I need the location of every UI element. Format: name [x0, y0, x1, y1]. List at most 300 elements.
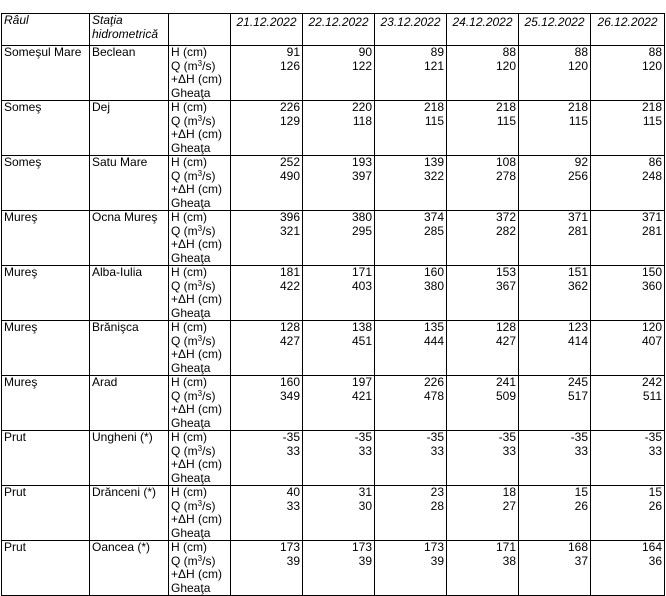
river-cell: Prut	[2, 541, 90, 596]
param-h-label: H (cm)	[171, 540, 207, 554]
value-cell	[231, 486, 303, 541]
q-value: 490	[279, 168, 300, 183]
table-row	[2, 211, 665, 266]
q-value: 33	[430, 443, 444, 458]
table-row	[2, 321, 665, 376]
river-cell: Mureş	[2, 211, 90, 266]
param-h-label: H (cm)	[171, 100, 207, 114]
param-ice-label: Gheaţa	[171, 360, 211, 375]
q-value: 120	[495, 58, 516, 73]
value-cell	[447, 321, 519, 376]
value-cell	[375, 46, 447, 101]
header-param	[169, 14, 231, 46]
q-value: 349	[279, 388, 300, 403]
value-cell	[231, 46, 303, 101]
h-value: 31	[358, 485, 372, 499]
header-row	[2, 14, 665, 46]
table-row	[2, 156, 665, 211]
river-cell: Mureş	[2, 376, 90, 431]
header-date: 21.12.2022	[231, 14, 303, 46]
value-cell	[231, 156, 303, 211]
q-value: 33	[648, 443, 662, 458]
param-ice-label: Gheaţa	[171, 305, 211, 320]
param-h-label: H (cm)	[171, 320, 207, 334]
param-ice-label: Gheaţa	[171, 195, 211, 210]
header-station	[90, 14, 169, 46]
param-q-sup: 3	[197, 498, 203, 508]
q-value: 39	[430, 553, 444, 568]
h-value: 374	[423, 210, 444, 224]
value-cell	[519, 266, 591, 321]
h-value: 90	[358, 45, 372, 59]
q-value: 26	[648, 498, 662, 513]
param-q-sup: 3	[197, 58, 203, 68]
h-value: 371	[567, 210, 588, 224]
h-value: 108	[495, 155, 516, 169]
header-date: 22.12.2022	[303, 14, 375, 46]
param-q-label	[171, 555, 228, 569]
value-cell	[591, 211, 665, 266]
param-dh-label: +ΔH (cm)	[171, 237, 223, 251]
value-cell	[375, 266, 447, 321]
param-q-sup: 3	[197, 223, 203, 233]
value-cell	[231, 266, 303, 321]
q-value: 282	[495, 223, 516, 238]
value-cell	[375, 101, 447, 156]
h-value: -35	[426, 430, 444, 444]
value-cell	[447, 266, 519, 321]
value-cell	[447, 541, 519, 596]
param-cell	[169, 376, 231, 431]
q-value: 380	[423, 278, 444, 293]
param-q-prefix: Q (m	[171, 553, 198, 568]
station-cell: Ungheni (*)	[90, 431, 169, 486]
value-cell	[519, 431, 591, 486]
q-value: 37	[574, 553, 588, 568]
param-dh-label: +ΔH (cm)	[171, 402, 223, 416]
param-q-suffix: /s)	[202, 388, 216, 403]
h-value: 226	[279, 100, 300, 114]
param-cell	[169, 156, 231, 211]
q-value: 129	[279, 113, 300, 128]
param-q-label	[171, 445, 228, 459]
value-cell	[231, 376, 303, 431]
param-q-label	[171, 390, 228, 404]
q-value: 367	[495, 278, 516, 293]
q-value: 414	[567, 333, 588, 348]
q-value: 122	[351, 58, 372, 73]
h-value: 173	[351, 540, 372, 554]
value-cell	[303, 431, 375, 486]
value-cell	[303, 376, 375, 431]
q-value: 27	[502, 498, 516, 513]
value-cell	[231, 541, 303, 596]
value-cell	[591, 156, 665, 211]
h-value: 197	[351, 375, 372, 389]
param-dh-label: +ΔH (cm)	[171, 347, 223, 361]
value-cell	[519, 486, 591, 541]
h-value: 171	[495, 540, 516, 554]
h-value: 372	[495, 210, 516, 224]
station-cell: Beclean	[90, 46, 169, 101]
q-value: 115	[568, 113, 588, 128]
h-value: 181	[279, 265, 300, 279]
value-cell	[375, 431, 447, 486]
param-q-label	[171, 60, 228, 74]
station-cell: Brănişca	[90, 321, 169, 376]
param-dh-label: +ΔH (cm)	[171, 512, 223, 526]
header-date: 26.12.2022	[591, 14, 665, 46]
h-value: 245	[567, 375, 588, 389]
h-value: -35	[354, 430, 372, 444]
h-value: 173	[423, 540, 444, 554]
h-value: 220	[351, 100, 372, 114]
value-cell	[519, 211, 591, 266]
q-value: 362	[567, 278, 588, 293]
param-h-label: H (cm)	[171, 485, 207, 499]
param-q-prefix: Q (m	[171, 278, 198, 293]
station-cell: Alba-Iulia	[90, 266, 169, 321]
value-cell	[447, 46, 519, 101]
h-value: 88	[574, 45, 588, 59]
q-value: 422	[279, 278, 300, 293]
value-cell	[591, 46, 665, 101]
q-value: 30	[358, 498, 372, 513]
value-cell	[375, 156, 447, 211]
table-row	[2, 46, 665, 101]
value-cell	[231, 321, 303, 376]
h-value: 171	[351, 265, 372, 279]
q-value: 444	[423, 333, 444, 348]
header-station-line2: hidrometrică	[92, 26, 159, 41]
q-value: 403	[351, 278, 372, 293]
q-value: 115	[642, 113, 662, 128]
param-q-sup: 3	[197, 278, 203, 288]
h-value: 242	[641, 375, 662, 389]
value-cell	[231, 211, 303, 266]
h-value: 164	[641, 540, 662, 554]
river-cell: Someşul Mare	[2, 46, 90, 101]
value-cell	[303, 156, 375, 211]
hydro-table	[1, 13, 665, 596]
value-cell	[375, 321, 447, 376]
q-value: 36	[648, 553, 662, 568]
param-ice-label: Gheaţa	[171, 415, 211, 430]
h-value: 92	[574, 155, 588, 169]
station-cell: Satu Mare	[90, 156, 169, 211]
q-value: 517	[567, 388, 588, 403]
q-value: 285	[423, 223, 444, 238]
value-cell	[447, 486, 519, 541]
value-cell	[231, 431, 303, 486]
q-value: 39	[286, 553, 300, 568]
q-value: 118	[352, 113, 372, 128]
h-value: 150	[641, 265, 662, 279]
table-body	[2, 46, 665, 596]
h-value: 15	[648, 485, 662, 499]
river-cell: Mureş	[2, 321, 90, 376]
param-cell	[169, 486, 231, 541]
param-h-label: H (cm)	[171, 375, 207, 389]
param-q-suffix: /s)	[202, 168, 216, 183]
h-value: 139	[423, 155, 444, 169]
value-cell	[375, 211, 447, 266]
q-value: 248	[641, 168, 662, 183]
q-value: 478	[423, 388, 444, 403]
param-cell	[169, 321, 231, 376]
q-value: 451	[351, 333, 372, 348]
param-q-suffix: /s)	[202, 443, 216, 458]
param-q-suffix: /s)	[202, 498, 216, 513]
value-cell	[375, 376, 447, 431]
q-value: 115	[496, 113, 516, 128]
param-cell	[169, 541, 231, 596]
value-cell	[303, 321, 375, 376]
value-cell	[519, 376, 591, 431]
station-cell: Ocna Mureş	[90, 211, 169, 266]
table-row	[2, 376, 665, 431]
param-q-suffix: /s)	[202, 278, 216, 293]
value-cell	[447, 211, 519, 266]
h-value: 15	[574, 485, 588, 499]
param-q-label	[171, 280, 228, 294]
value-cell	[303, 541, 375, 596]
q-value: 38	[502, 553, 516, 568]
param-cell	[169, 266, 231, 321]
value-cell	[231, 101, 303, 156]
value-cell	[591, 266, 665, 321]
q-value: 427	[495, 333, 516, 348]
param-ice-label: Gheaţa	[171, 525, 211, 540]
param-h-label: H (cm)	[171, 210, 207, 224]
h-value: 160	[423, 265, 444, 279]
header-date: 25.12.2022	[519, 14, 591, 46]
river-cell: Mureş	[2, 266, 90, 321]
param-q-suffix: /s)	[202, 58, 216, 73]
q-value: 33	[286, 443, 300, 458]
param-cell	[169, 211, 231, 266]
param-q-suffix: /s)	[202, 333, 216, 348]
h-value: 151	[567, 265, 588, 279]
param-dh-label: +ΔH (cm)	[171, 72, 223, 86]
param-h-label: H (cm)	[171, 430, 207, 444]
h-value: 88	[502, 45, 516, 59]
value-cell	[447, 431, 519, 486]
param-q-label	[171, 115, 228, 129]
q-value: 120	[641, 58, 662, 73]
value-cell	[303, 101, 375, 156]
param-ice-label: Gheaţa	[171, 140, 211, 155]
q-value: 26	[574, 498, 588, 513]
q-value: 28	[430, 498, 444, 513]
h-value: 128	[279, 320, 300, 334]
param-q-sup: 3	[197, 553, 203, 563]
header-date: 23.12.2022	[375, 14, 447, 46]
param-dh-label: +ΔH (cm)	[171, 127, 223, 141]
q-value: 407	[641, 333, 662, 348]
param-h-label: H (cm)	[171, 265, 207, 279]
table-row	[2, 486, 665, 541]
table-row	[2, 101, 665, 156]
h-value: 23	[430, 485, 444, 499]
q-value: 121	[423, 58, 444, 73]
h-value: -35	[570, 430, 588, 444]
q-value: 397	[351, 168, 372, 183]
q-value: 126	[279, 58, 300, 73]
station-cell: Arad	[90, 376, 169, 431]
q-value: 33	[358, 443, 372, 458]
h-value: 120	[641, 320, 662, 334]
q-value: 511	[642, 388, 662, 403]
value-cell	[447, 101, 519, 156]
h-value: 193	[351, 155, 372, 169]
q-value: 321	[279, 223, 300, 238]
param-cell	[169, 101, 231, 156]
station-cell: Drănceni (*)	[90, 486, 169, 541]
param-q-suffix: /s)	[202, 223, 216, 238]
h-value: -35	[644, 430, 662, 444]
river-cell: Someş	[2, 156, 90, 211]
header-river: Râul	[2, 14, 90, 46]
q-value: 278	[495, 168, 516, 183]
param-q-sup: 3	[197, 388, 203, 398]
param-dh-label: +ΔH (cm)	[171, 182, 223, 196]
param-ice-label: Gheaţa	[171, 580, 211, 595]
param-dh-label: +ΔH (cm)	[171, 567, 223, 581]
h-value: 160	[279, 375, 300, 389]
param-q-label	[171, 225, 228, 239]
value-cell	[519, 541, 591, 596]
value-cell	[447, 156, 519, 211]
param-q-prefix: Q (m	[171, 333, 198, 348]
param-q-prefix: Q (m	[171, 113, 198, 128]
table-row	[2, 431, 665, 486]
h-value: 396	[279, 210, 300, 224]
h-value: 88	[648, 45, 662, 59]
param-q-prefix: Q (m	[171, 58, 198, 73]
h-value: -35	[498, 430, 516, 444]
param-q-prefix: Q (m	[171, 168, 198, 183]
h-value: 168	[567, 540, 588, 554]
h-value: 153	[495, 265, 516, 279]
q-value: 421	[351, 388, 372, 403]
q-value: 33	[574, 443, 588, 458]
h-value: 18	[502, 485, 516, 499]
river-cell: Prut	[2, 431, 90, 486]
value-cell	[519, 321, 591, 376]
value-cell	[591, 101, 665, 156]
h-value: 135	[423, 320, 444, 334]
q-value: 509	[495, 388, 516, 403]
param-dh-label: +ΔH (cm)	[171, 292, 223, 306]
h-value: 173	[279, 540, 300, 554]
q-value: 281	[641, 223, 662, 238]
param-q-prefix: Q (m	[171, 388, 198, 403]
value-cell	[303, 266, 375, 321]
param-ice-label: Gheaţa	[171, 250, 211, 265]
river-cell: Prut	[2, 486, 90, 541]
header-station-line1: Staţia	[92, 13, 123, 27]
table-row	[2, 541, 665, 596]
river-cell: Someş	[2, 101, 90, 156]
table-row	[2, 266, 665, 321]
header-date: 24.12.2022	[447, 14, 519, 46]
value-cell	[519, 101, 591, 156]
param-h-label: H (cm)	[171, 155, 207, 169]
param-q-sup: 3	[197, 443, 203, 453]
param-cell	[169, 431, 231, 486]
value-cell	[447, 376, 519, 431]
station-cell: Dej	[90, 101, 169, 156]
h-value: 218	[641, 100, 662, 114]
param-ice-label: Gheaţa	[171, 85, 211, 100]
param-q-label	[171, 335, 228, 349]
h-value: 241	[495, 375, 516, 389]
h-value: 138	[351, 320, 372, 334]
param-q-suffix: /s)	[202, 553, 216, 568]
param-q-suffix: /s)	[202, 113, 216, 128]
value-cell	[591, 321, 665, 376]
value-cell	[591, 486, 665, 541]
h-value: 218	[423, 100, 444, 114]
h-value: -35	[282, 430, 300, 444]
param-dh-label: +ΔH (cm)	[171, 457, 223, 471]
value-cell	[591, 541, 665, 596]
h-value: 86	[648, 155, 662, 169]
value-cell	[303, 211, 375, 266]
q-value: 360	[641, 278, 662, 293]
h-value: 128	[495, 320, 516, 334]
param-q-sup: 3	[197, 333, 203, 343]
q-value: 256	[567, 168, 588, 183]
param-q-prefix: Q (m	[171, 223, 198, 238]
h-value: 371	[641, 210, 662, 224]
value-cell	[303, 46, 375, 101]
h-value: 380	[351, 210, 372, 224]
value-cell	[591, 376, 665, 431]
h-value: 40	[286, 485, 300, 499]
param-q-sup: 3	[197, 168, 203, 178]
param-q-sup: 3	[197, 113, 203, 123]
h-value: 123	[567, 320, 588, 334]
param-q-prefix: Q (m	[171, 443, 198, 458]
value-cell	[591, 431, 665, 486]
h-value: 252	[279, 155, 300, 169]
value-cell	[303, 486, 375, 541]
h-value: 218	[495, 100, 516, 114]
param-q-prefix: Q (m	[171, 498, 198, 513]
param-cell	[169, 46, 231, 101]
param-q-label	[171, 500, 228, 514]
value-cell	[519, 46, 591, 101]
value-cell	[375, 541, 447, 596]
value-cell	[375, 486, 447, 541]
h-value: 91	[286, 45, 300, 59]
station-cell: Oancea (*)	[90, 541, 169, 596]
h-value: 226	[423, 375, 444, 389]
q-value: 115	[424, 113, 444, 128]
q-value: 281	[567, 223, 588, 238]
q-value: 295	[351, 223, 372, 238]
q-value: 120	[567, 58, 588, 73]
param-h-label: H (cm)	[171, 45, 207, 59]
value-cell	[519, 156, 591, 211]
q-value: 33	[502, 443, 516, 458]
q-value: 39	[358, 553, 372, 568]
h-value: 218	[567, 100, 588, 114]
param-q-label	[171, 170, 228, 184]
param-ice-label: Gheaţa	[171, 470, 211, 485]
